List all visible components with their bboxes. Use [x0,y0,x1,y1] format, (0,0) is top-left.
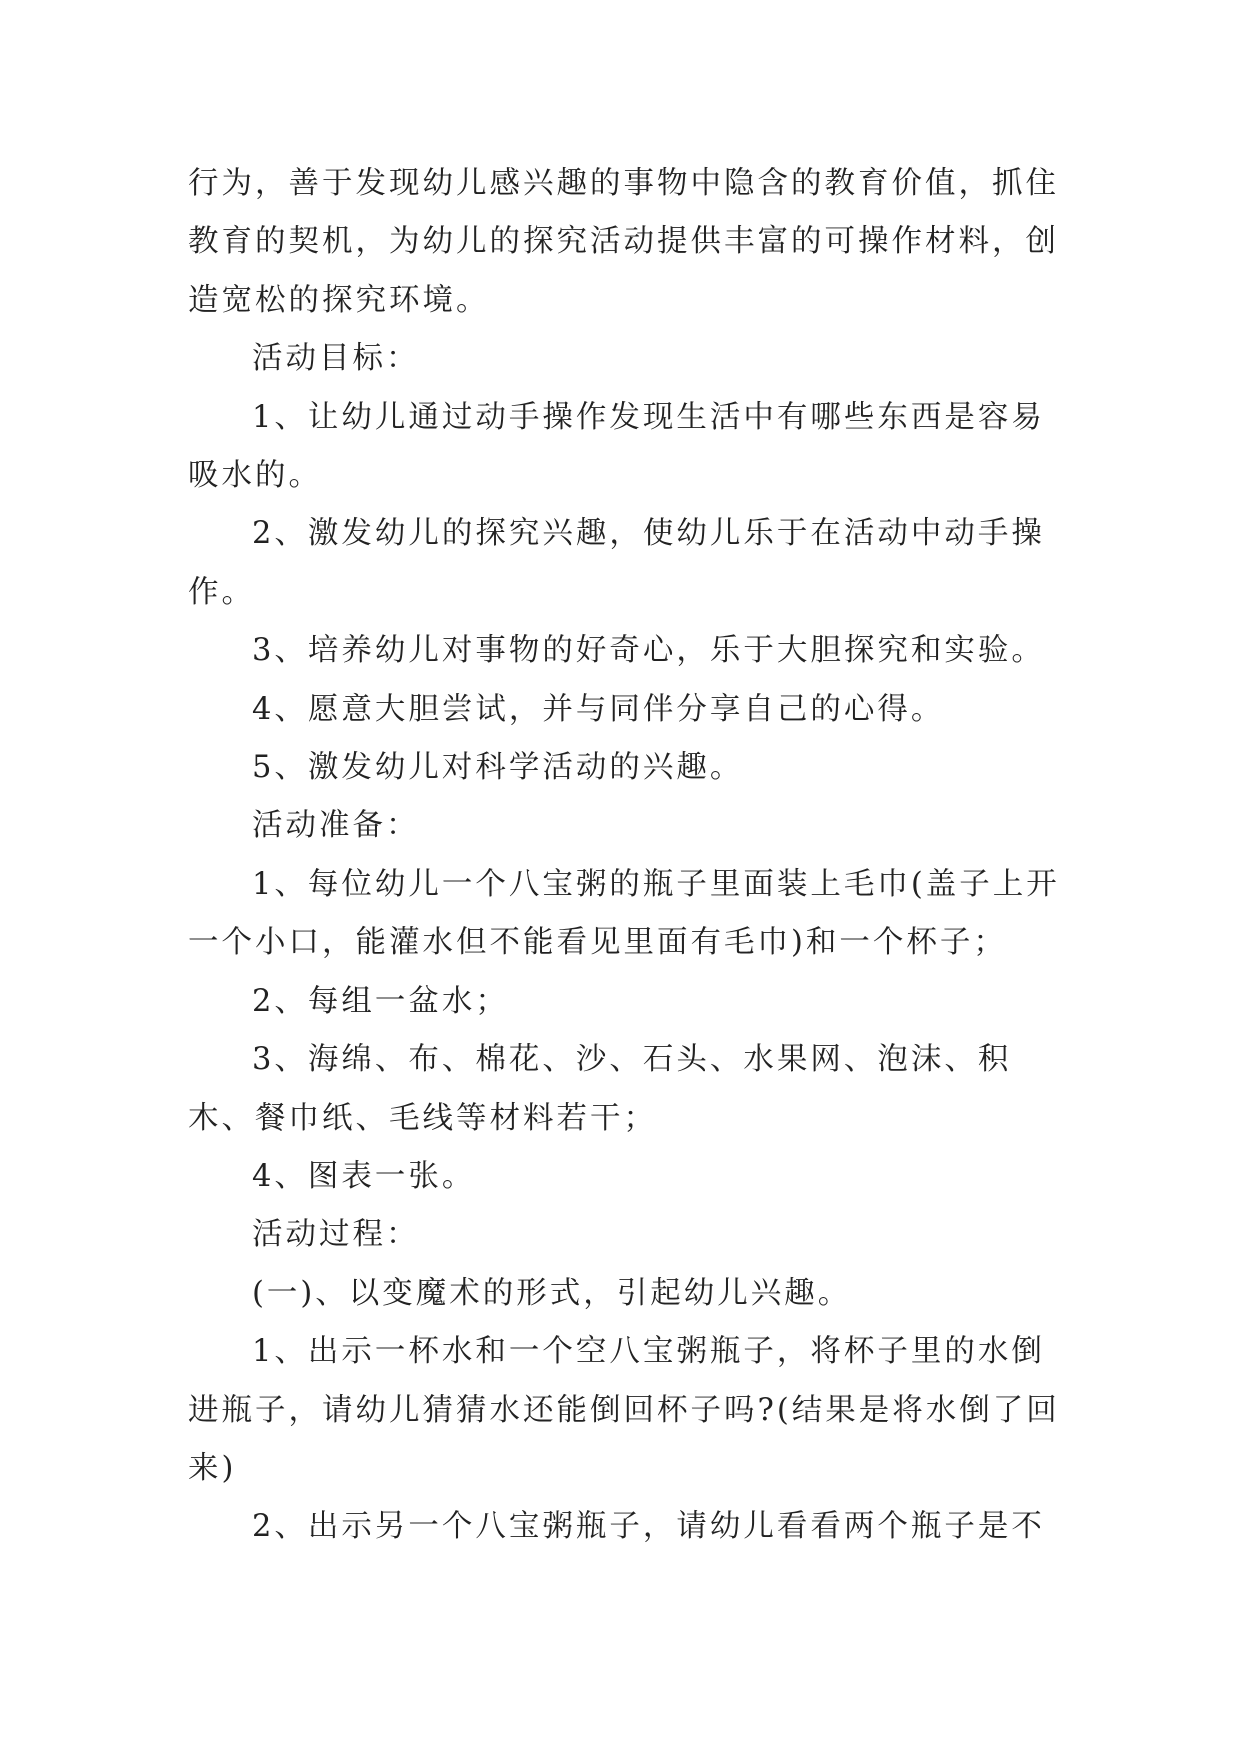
goal-item-5: 5、激发幼儿对科学活动的兴趣。 [252,750,744,786]
process-item-2: 2、出示另一个八宝粥瓶子，请幼儿看看两个瓶子是不 [252,1509,1045,1545]
section-heading-activity-preparation: 活动准备： [252,808,420,844]
goal-item-1: 1、让幼儿通过动手操作发现生活中有哪些东西是容易吸水的。 [188,399,1045,494]
section-heading-activity-goals: 活动目标： [252,341,420,377]
goal-item-2: 2、激发幼儿的探究兴趣，使幼儿乐于在活动中动手操作。 [188,516,1045,610]
preparation-item-3: 3、海绵、布、棉花、沙、石头、水果网、泡沫、积木、餐巾纸、毛线等材料若干； [188,1042,1012,1136]
preparation-item-2: 2、每组一盆水； [252,983,509,1019]
preparation-item-4: 4、图表一张。 [252,1158,476,1194]
preparation-item-1: 1、每位幼儿一个八宝粥的瓶子里面装上毛巾(盖子上开一个小口，能灌水但不能看见里面有毛巾)和一个杯子； [188,866,1060,961]
document-body [188,155,1068,1557]
goal-item-3: 3、培养幼儿对事物的好奇心，乐于大胆探究和实验。 [252,633,1045,669]
paragraph: 行为，善于发现幼儿感兴趣的事物中隐含的教育价值，抓住教育的契机，为幼儿的探究活动提供丰富的可操作材料，创造宽松的探究环境。 [188,166,1059,318]
process-item-1: 1、出示一杯水和一个空八宝粥瓶子，将杯子里的水倒进瓶子，请幼儿猜猜水还能倒回杯子吗?(结果是将水倒了回来) [188,1334,1060,1486]
section-heading-activity-process: 活动过程： [252,1217,420,1253]
process-step-heading-1: (一)、以变魔术的形式，引起幼儿兴趣。 [252,1275,852,1311]
goal-item-4: 4、愿意大胆尝试，并与同伴分享自己的心得。 [252,691,945,727]
